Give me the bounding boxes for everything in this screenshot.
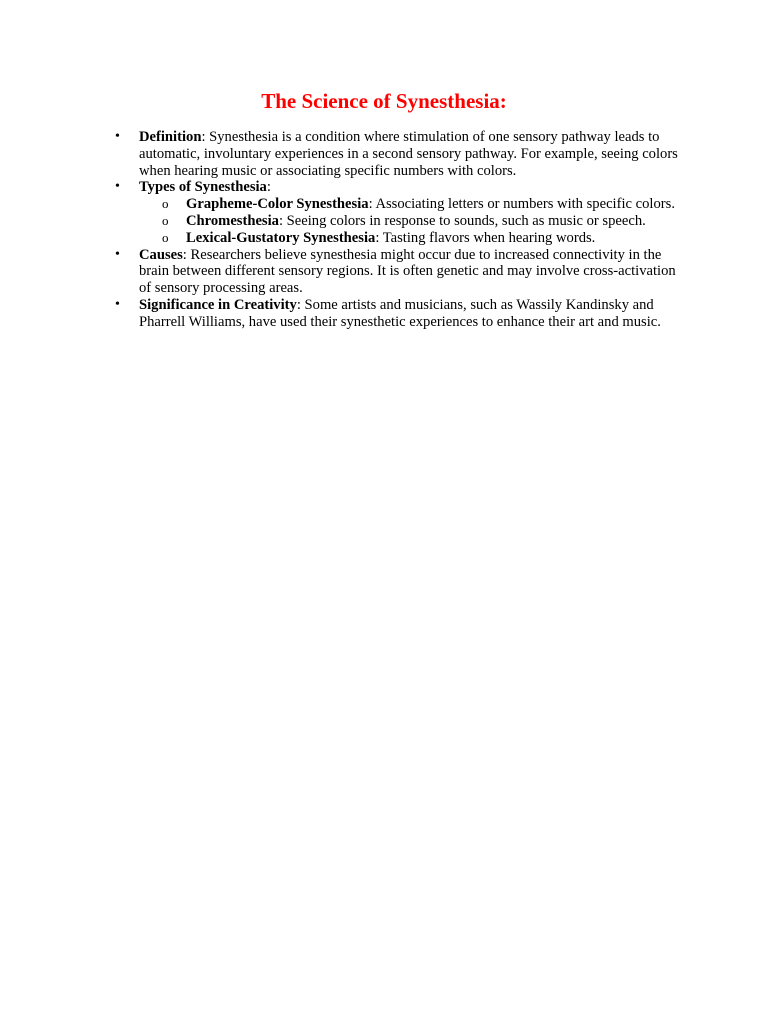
sub-item-chromesthesia [162,212,679,230]
sub-bullet-icon: o [162,212,169,228]
sub-item-term: Lexical-Gustatory Synesthesia [186,229,376,246]
sub-item-text: : Tasting flavors when hearing words. [375,229,596,246]
list-item-definition [115,129,679,179]
sub-item-lexical-gustatory [162,229,679,247]
item-text: : [266,179,271,196]
list-item-types [115,179,679,246]
bullet-icon: • [115,246,120,262]
item-text: : Synesthesia is a condition where stimulation of one sensory pathway leads to automatic, involuntary experiences in a second sensory pathway. For example, seeing colors when hearing music or associating specific numbers with colors. [139,129,678,179]
bullet-list [115,129,679,331]
sub-bullet-icon: o [162,229,169,245]
item-term: Causes [139,246,183,263]
sub-bullet-list [139,196,679,246]
item-text: : Some artists and musicians, such as Wassily Kandinsky and Pharrell Williams, have used their synesthetic experiences to enhance their art and music. [139,296,661,330]
item-term: Significance in Creativity [139,296,297,313]
bullet-icon: • [115,129,120,144]
item-text: : Researchers believe synesthesia might occur due to increased connectivity in the brain between different sensory regions. It is often genetic and may involve cross-activation of sensory processing areas. [139,246,676,297]
list-item-significance [115,296,679,331]
sub-item-text: : Associating letters or numbers with specific colors. [368,196,675,213]
bullet-icon: • [115,179,120,195]
bullet-icon: • [115,296,120,312]
document-title: The Science of Synesthesia: [261,89,507,113]
sub-item-term: Grapheme-Color Synesthesia [186,196,369,213]
list-item-causes [115,246,679,297]
sub-item-text: : Seeing colors in response to sounds, such as music or speech. [278,212,646,229]
item-term: Definition [139,129,202,145]
sub-item-grapheme-color [162,196,679,213]
item-term: Types of Synesthesia [139,179,267,196]
sub-bullet-icon: o [162,196,169,212]
sub-item-term: Chromesthesia [186,212,279,229]
